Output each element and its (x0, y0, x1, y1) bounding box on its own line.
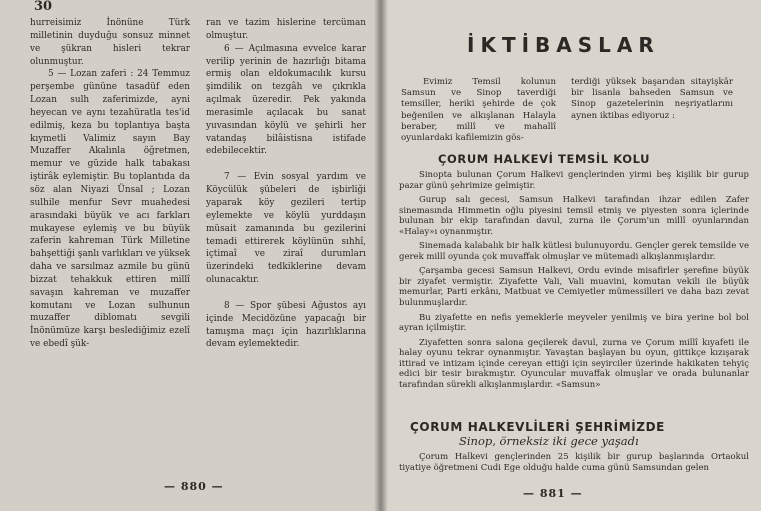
right-page (381, 0, 761, 511)
paragraph: ran ve tazim hislerine tercüman olmuştur. (206, 18, 366, 41)
paragraph: terdiği yüksek başarıdan sitayişkâr bir lisanla bahseden Samsun ve Sinop gazetelerinin neşriyatlarını aynen iktibas ediyoruz : (571, 77, 733, 121)
paragraph: 8 — Spor şübesi Ağustos ayı içinde Mecidözüne yapacağı bir tamışma maçı için hazırlıklarına devam eylemektedir. (206, 300, 366, 350)
left-column-1 (30, 17, 190, 351)
paragraph: Bu ziyafette en nefis yemeklerle meyveler yenilmiş ve bira yerine bol bol ayran içilmiştir. (399, 312, 749, 334)
paragraph: 7 — Evin sosyal yardım ve Köycülük şübeleri de işbirliği yaparak köy gezileri tertip eylemekte ve köylü yurddaşın müsait zamanında bu gezilerini temadi ettirerek köylünün sıhhî, içtimaî ve ziraî durumları üzerindeki tedkiklerine devam olunacaktır. (206, 172, 366, 286)
paragraph: hurreisimiz İnönüne Türk milletinin duyduğu sonsuz minnet ve şükran hisleri tekrar olunmuştur. (30, 18, 190, 67)
paragraph: Gurup salı gecesi, Samsun Halkevi tarafından ihzar edilen Zafer sinemasında Himmetin oğlu piyesini temsil etmiş ve piyesten sonra içlerinde bulunan bir ekip tarafından davul, zurna ile Çorum'un millî oyunlarından «Halay»ı oynanmıştır. (399, 195, 749, 237)
section-subheading: Sinop, örneksiz iki gece yaşadı (459, 434, 639, 448)
intro-column-2 (571, 77, 733, 122)
paragraph: 5 — Lozan zaferi : 24 Temmuz perşembe gününe tasadüf eden Lozan sulh zaferimizde, ayni heyecan ve aynı tezahüratla tes'id edilmiş, keza bu toplantıya başta kıymetli Valimiz sayın Bay Muzaffer Akalınla öğretmen, memur ve güzide halk tabakası iştirâk eylemiştir. Bu toplantıda da söz alan Niyazi Ünsal ; Lozan sulhile menfur Sevr muahedesi arasındaki büyük ve acı farkları mukayese eylemiş ve bu büyük zaferin kahreman Türk Milletine bahşettiği şanlı varlıkları ve yüksek daha ve sarsılmaz azmile bu günü bizzat tehakkuk ettiren millî savaşın kahreman ve muzaffer komutanı ve Lozan sulhunun muzaffer diblomatı sevgili İnönümüze karşı beslediğimiz ezelî ve ebedî şük- (30, 69, 190, 350)
page-number-880: — 880 — (164, 480, 224, 493)
article-body-1 (399, 170, 749, 390)
page-header-number: 30 (34, 0, 53, 14)
section-heading-temsil-kolu: ÇORUM HALKEVİ TEMSİL KOLU (438, 152, 651, 166)
paragraph: Ziyafetten sonra salona geçilerek davul, zurna ve Çorum millî kıyafeti ile halay oyunu tekrar oynanmıştır. Yavaştan başlayan bu oyun, gittikçe kızışarak ittirad ve intizam içinde cereyan ettiği için seyirciler üzerinde hakikaten tehyiç edici bir tesir bırakmıştır. Oyuncular muvaffak olmuşlar ve orada bulunanlar tarafından sürekli alkışlanmışlardır. «Samsun» (399, 337, 749, 390)
paragraph: Çarşamba gecesi Samsun Halkevi, Ordu evinde misafirler şerefine büyük bir ziyafet vermiştir. Ziyafette Vali, Vali muavini, komutan vekili ile büyük memurlar, Parti erkânı, Matbuat ve Cemiyetler mümessilleri ve daha bazı zevat bulunmuşlardır. (399, 266, 749, 309)
paragraph: Sinemada kalabalık bir halk kütlesi bulunuyordu. Gençler gerek temsilde ve gerek millî oyunda çok muvaffak olmuşlar ve mütemadi alkışlanmışlardır. (399, 241, 749, 262)
paragraph: 6 — Açılmasına evvelce karar verilip yerinin de hazırlığı bitama ermiş olan eldokumacılık kursu şimdilik on tezgâh ve çıkrıkla açılmak üzeredir. Pek yakında merasimle açılacak bu sanat yuvasından köylü ve şehirli her vatandaş bilâistisna istifade edebilecektir. (206, 43, 366, 157)
article-body-2 (399, 452, 749, 473)
section-heading-sehrimizde: ÇORUM HALKEVLİLERİ ŞEHRİMİZDE (410, 420, 665, 434)
intro-column-1 (401, 77, 556, 144)
paragraph: Sinopta bulunan Çorum Halkevi gençlerinden yirmi beş kişilik bir gurup pazar günü şehrimize gelmiştir. (399, 170, 749, 191)
page-number-881: — 881 — (523, 487, 583, 500)
paragraph: Evimiz Temsil kolunun Samsun ve Sinop taverdiği temsiller, heriki şehirde de çok beğenilen ve alkışlanan Halayla beraber, millî ve mahallî oyunlardaki kafilemizin gös- (401, 77, 556, 144)
left-column-2 (206, 17, 366, 351)
page-title: İKTİBASLAR (467, 33, 660, 57)
book-gutter (374, 0, 388, 511)
paragraph: Çorum Halkevi gençlerinden 25 kişilik bir gurup başlarında Ortaokul tiyatiye öğretmeni Cudi Ege olduğu halde cuma günü Samsundan gelen (399, 452, 749, 473)
